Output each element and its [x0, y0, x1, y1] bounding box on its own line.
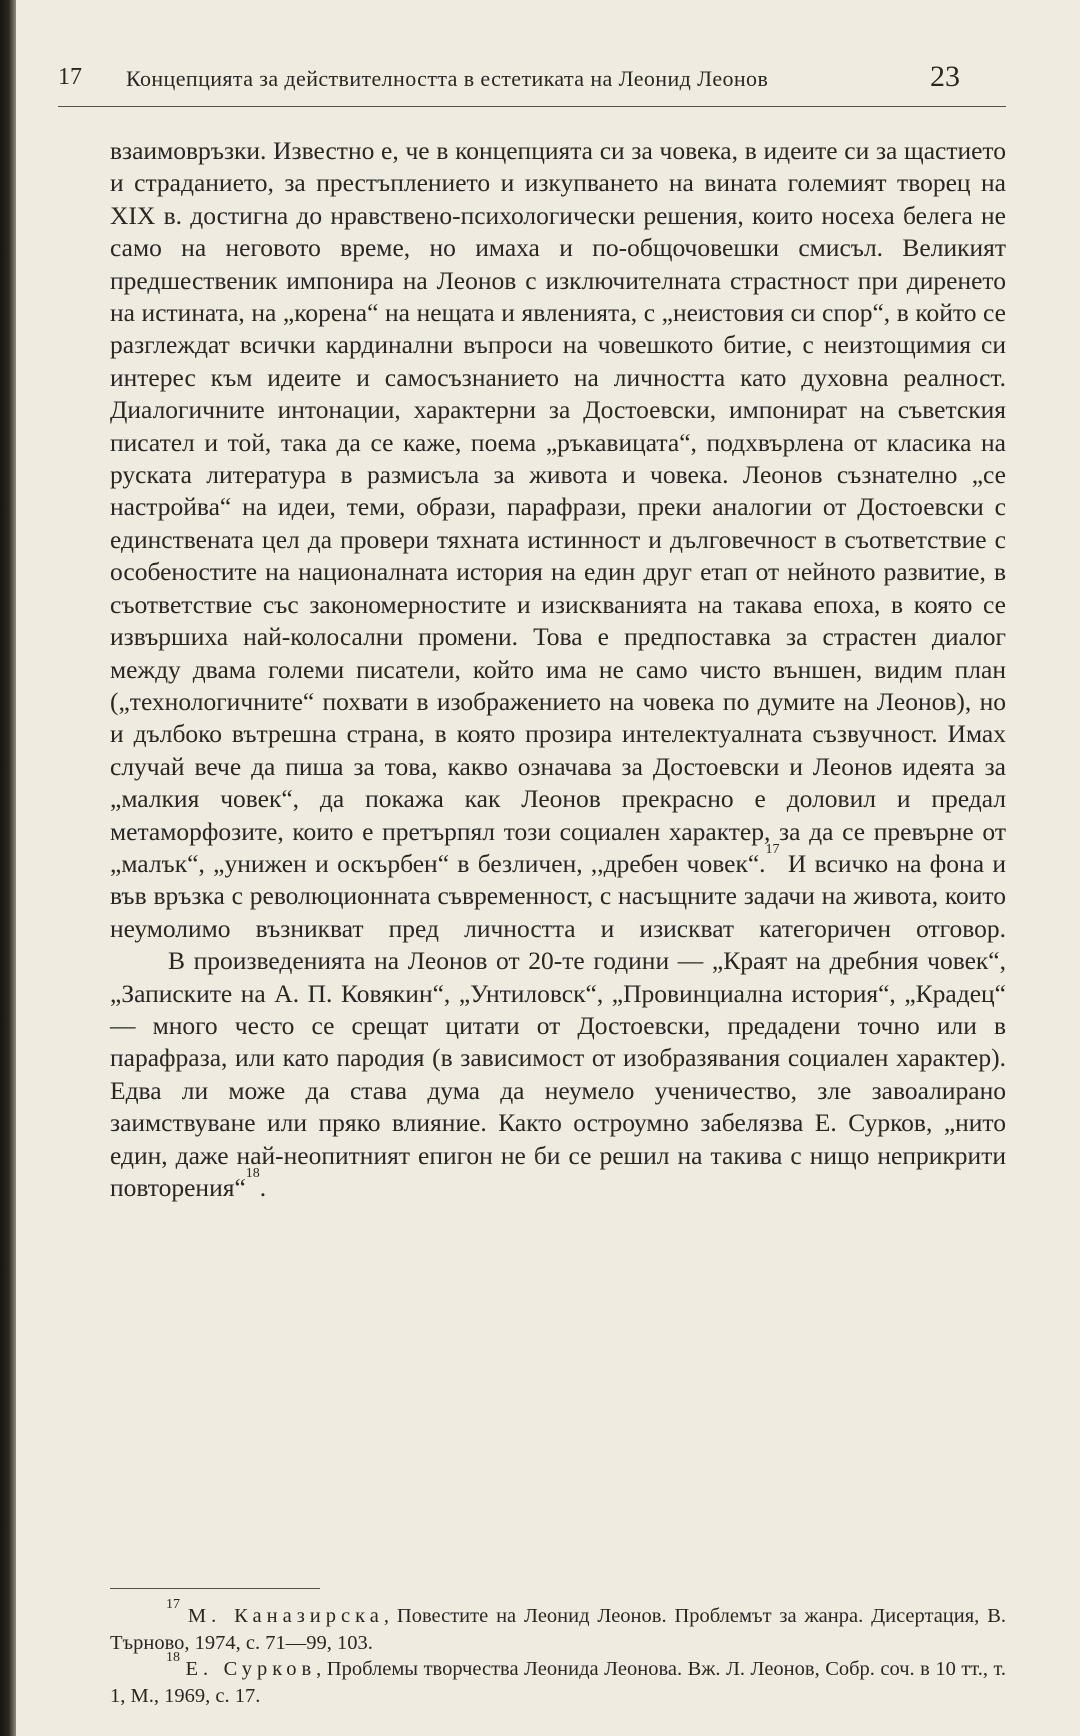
footnote-number: 18 [166, 1650, 180, 1665]
footnote-number: 17 [166, 1597, 180, 1612]
footnote-author: Е. Сурков [185, 1658, 317, 1680]
page-number: 23 [930, 60, 960, 93]
paragraph-2-text-end: . [259, 1173, 267, 1202]
paragraph-2-text: В произведенията на Леонов от 20-те години — „Краят на дребния човек“, „Записките на А. П. Ковякин“, „Унтиловск“, „Провинциална история“, „Крадец“ — много често се срещат цитати от Достоевски, предадени точно или в парафраза, или като пародия (в зависимост от изобразявания социален характер). Едва ли може да става дума да неумело ученичество, зле завоалирано заимствуване или пряко влияние. Както остроумно забелязва Е. Сурков, „нито един, даже най-неопитният епигон не би се решил на такива с нищо неприкрити повторения“ [110, 946, 1006, 1202]
footnote-author: М. Каназирска [187, 1605, 384, 1627]
footnote-text: , Повестите на Леонид Леонов. Проблемът за жанра. Дисертация, В. Търново, 1974, с. 71—99, 103. [110, 1605, 1006, 1654]
running-header [58, 60, 1008, 104]
footnote-text: , Проблемы творчества Леонида Леонова. Вж. Л. Леонов, Собр. соч. в 10 тт., т. 1, М., 1969, с. 17. [110, 1658, 1006, 1707]
book-spine-shadow [0, 0, 16, 1736]
header-rule [58, 106, 1006, 107]
footnotes [110, 1588, 1006, 1709]
footnote-ref-17[interactable]: 17 [765, 841, 780, 857]
footnote-17 [110, 1597, 1006, 1656]
paragraph-1-text: взаимовръзки. Известно е, че в концепцията си за човека, в идеите си за щастието и страданието, за престъплението и изкупването на вината големият творец на XIX в. достигна до нравствено-психологически решения, които носеха белега не само на неговото време, но имаха и по-общочовешки смисъл. Великият предшественик импонира на Леонов с изключителната страстност при диренето на истината, на „корена“ на нещата и явленията, с „неистовия си спор“, в който се разглеждат всички кардинални въпроси на човешкото битие, с неизтощимия си интерес към идеите и самосъзнанието на личността като духовна реалност. Диалогичните интонации, характерни за Достоевски, импонират на съветския писател и той, така да се каже, поема „ръкавицата“, подхвърлена от класика на руската литература в размисъла за живота и човека. Леонов съзнателно „се настройва“ на идеи, теми, образи, парафрази, преки аналогии от Достоевски с единствената цел да провери тяхната истинност и дълговечност в съответствие с особеностите на националната история на един друг етап от нейното развитие, в съответствие със закономерностите и изискванията на такава епоха, в която се извършиха най-колосални промени. Това е предпоставка за страстен диалог между двама големи писатели, който има не само чисто външен, видим план („технологичните“ похвати в изображението на човека по думите на Леонов), но и дълбоко вътрешна страна, в която прозира интелектуалната съзвучност. Имах случай вече да пиша за това, какво означава за Достоевски и Леонов идеята за „малкия човек“, да покажа как Леонов прекрасно е доловил и предал метаморфозите, които е претърпял този социален характер, за да се превърне от „малък“, „унижен и оскърбен“ в безличен, ,,дребен човек“. [110, 136, 1006, 878]
main-text [110, 135, 1006, 1204]
footnote-rule [110, 1588, 320, 1589]
running-title: Концепцията за действителността в естетиката на Леонид Леонов [126, 66, 769, 91]
left-page-number: 17 [58, 64, 82, 90]
footnote-ref-18[interactable]: 18 [245, 1166, 260, 1181]
book-page [58, 0, 1008, 1736]
footnote-18 [110, 1650, 1006, 1709]
paragraph-1 [110, 135, 1006, 945]
paragraph-2 [110, 945, 1006, 1204]
paragraph-1-text-end: И всичко на фона и във връзка с революционната съвременност, с насъщните задачи на живота, които неумолимо възникват пред личността и изискват категоричен отговор. [110, 848, 1006, 943]
